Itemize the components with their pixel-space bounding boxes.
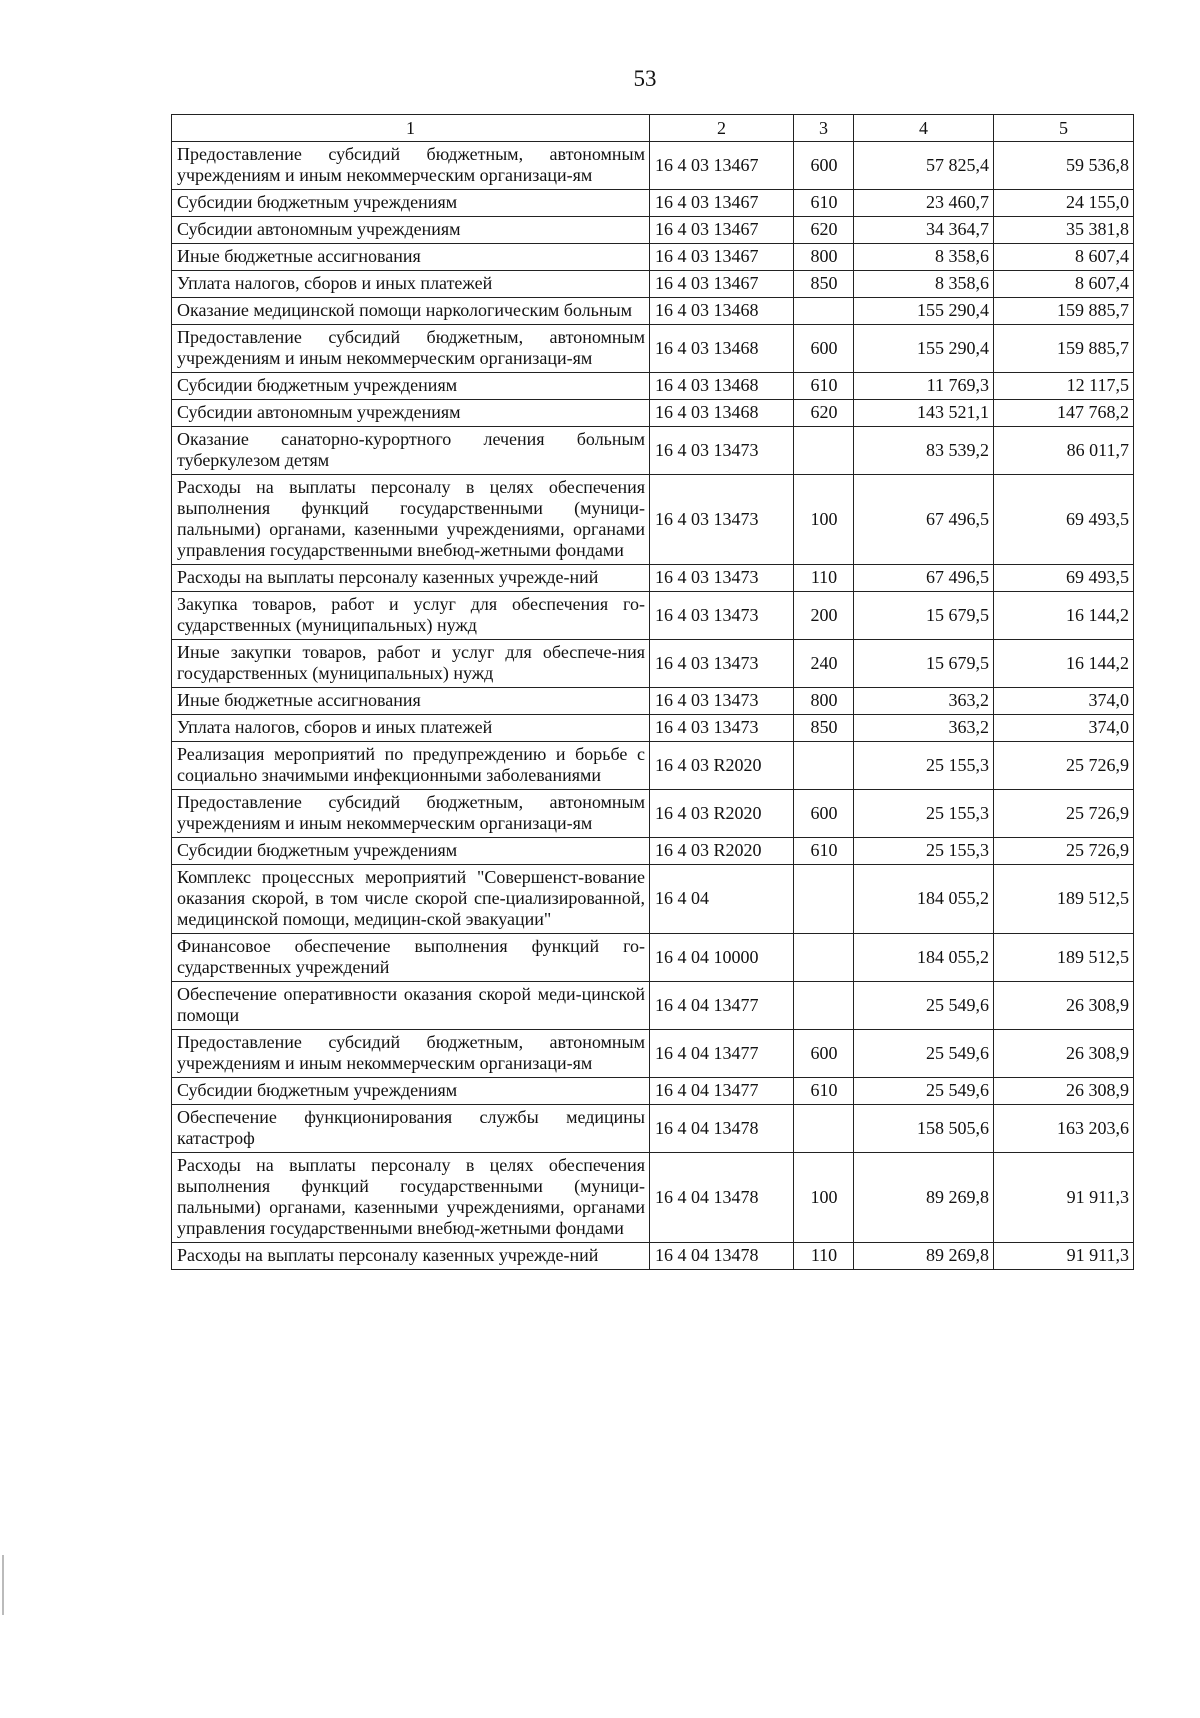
row-value-2-cell: 8 607,4	[994, 271, 1134, 298]
row-value-1-cell: 25 155,3	[854, 742, 994, 790]
row-code-cell: 16 4 03 13468	[650, 325, 794, 373]
table-row	[172, 271, 1134, 298]
row-value-1-cell: 363,2	[854, 688, 994, 715]
row-value-1-cell: 67 496,5	[854, 565, 994, 592]
row-value-2-cell: 26 308,9	[994, 1078, 1134, 1105]
row-name-cell: Обеспечение функционирования службы медицины катастроф	[172, 1105, 650, 1153]
row-code-cell: 16 4 03 13473	[650, 565, 794, 592]
row-value-1-cell: 158 505,6	[854, 1105, 994, 1153]
row-value-2-cell: 159 885,7	[994, 325, 1134, 373]
row-value-2-cell: 189 512,5	[994, 934, 1134, 982]
table-row	[172, 688, 1134, 715]
row-value-2-cell: 69 493,5	[994, 565, 1134, 592]
row-value-2-cell: 374,0	[994, 688, 1134, 715]
row-code-cell: 16 4 04	[650, 865, 794, 934]
row-name-cell: Субсидии автономным учреждениям	[172, 217, 650, 244]
row-name-cell: Предоставление субсидий бюджетным, автономным учреждениям и иным некоммерческим организаци-ям	[172, 325, 650, 373]
row-value-1-cell: 67 496,5	[854, 475, 994, 565]
row-type-cell: 620	[794, 217, 854, 244]
table-row	[172, 427, 1134, 475]
row-type-cell: 800	[794, 688, 854, 715]
row-type-cell: 800	[794, 244, 854, 271]
header-col-4: 4	[854, 115, 994, 142]
row-value-1-cell: 184 055,2	[854, 934, 994, 982]
row-code-cell: 16 4 04 13477	[650, 982, 794, 1030]
row-type-cell	[794, 427, 854, 475]
row-code-cell: 16 4 03 13473	[650, 640, 794, 688]
row-value-1-cell: 184 055,2	[854, 865, 994, 934]
row-type-cell: 600	[794, 325, 854, 373]
row-value-2-cell: 91 911,3	[994, 1243, 1134, 1270]
row-value-1-cell: 11 769,3	[854, 373, 994, 400]
row-type-cell	[794, 298, 854, 325]
row-type-cell	[794, 742, 854, 790]
row-value-1-cell: 155 290,4	[854, 298, 994, 325]
row-code-cell: 16 4 04 10000	[650, 934, 794, 982]
row-code-cell: 16 4 03 13468	[650, 298, 794, 325]
row-code-cell: 16 4 04 13478	[650, 1243, 794, 1270]
row-value-1-cell: 25 549,6	[854, 1030, 994, 1078]
row-value-1-cell: 8 358,6	[854, 244, 994, 271]
row-name-cell: Оказание санаторно-курортного лечения больным туберкулезом детям	[172, 427, 650, 475]
row-code-cell: 16 4 03 R2020	[650, 790, 794, 838]
row-value-2-cell: 25 726,9	[994, 838, 1134, 865]
row-name-cell: Уплата налогов, сборов и иных платежей	[172, 271, 650, 298]
header-col-2: 2	[650, 115, 794, 142]
row-name-cell: Расходы на выплаты персоналу казенных учрежде-ний	[172, 1243, 650, 1270]
table-row	[172, 1030, 1134, 1078]
row-code-cell: 16 4 03 13473	[650, 427, 794, 475]
row-name-cell: Оказание медицинской помощи наркологическим больным	[172, 298, 650, 325]
row-value-2-cell: 91 911,3	[994, 1153, 1134, 1243]
table-row	[172, 1078, 1134, 1105]
row-type-cell	[794, 1105, 854, 1153]
budget-table	[171, 114, 1134, 1270]
row-name-cell: Субсидии бюджетным учреждениям	[172, 190, 650, 217]
row-value-2-cell: 24 155,0	[994, 190, 1134, 217]
row-name-cell: Предоставление субсидий бюджетным, автономным учреждениям и иным некоммерческим организаци-ям	[172, 1030, 650, 1078]
row-code-cell: 16 4 03 13473	[650, 475, 794, 565]
table-row	[172, 592, 1134, 640]
row-type-cell	[794, 982, 854, 1030]
row-name-cell: Закупка товаров, работ и услуг для обеспечения го-сударственных (муниципальных) нужд	[172, 592, 650, 640]
table-row	[172, 1243, 1134, 1270]
table-row	[172, 640, 1134, 688]
row-type-cell: 200	[794, 592, 854, 640]
row-name-cell: Расходы на выплаты персоналу казенных учрежде-ний	[172, 565, 650, 592]
page-number: 53	[633, 66, 657, 91]
row-value-1-cell: 15 679,5	[854, 592, 994, 640]
table-row	[172, 1153, 1134, 1243]
row-value-1-cell: 89 269,8	[854, 1153, 994, 1243]
table-row	[172, 565, 1134, 592]
row-code-cell: 16 4 03 13473	[650, 715, 794, 742]
table-row	[172, 298, 1134, 325]
header-row	[172, 115, 1134, 142]
table-row	[172, 1105, 1134, 1153]
table-row	[172, 742, 1134, 790]
row-type-cell	[794, 934, 854, 982]
row-value-1-cell: 25 155,3	[854, 838, 994, 865]
row-value-2-cell: 163 203,6	[994, 1105, 1134, 1153]
row-value-2-cell: 16 144,2	[994, 592, 1134, 640]
row-value-1-cell: 15 679,5	[854, 640, 994, 688]
row-type-cell: 600	[794, 142, 854, 190]
row-value-2-cell: 8 607,4	[994, 244, 1134, 271]
table-row	[172, 190, 1134, 217]
table-row	[172, 217, 1134, 244]
table-row	[172, 325, 1134, 373]
table-row	[172, 982, 1134, 1030]
row-value-2-cell: 59 536,8	[994, 142, 1134, 190]
header-col-1: 1	[172, 115, 650, 142]
row-code-cell: 16 4 03 R2020	[650, 838, 794, 865]
row-value-2-cell: 69 493,5	[994, 475, 1134, 565]
header-col-3: 3	[794, 115, 854, 142]
row-type-cell	[794, 865, 854, 934]
row-value-2-cell: 374,0	[994, 715, 1134, 742]
row-code-cell: 16 4 04 13478	[650, 1105, 794, 1153]
row-value-1-cell: 155 290,4	[854, 325, 994, 373]
row-code-cell: 16 4 03 13467	[650, 271, 794, 298]
row-type-cell: 610	[794, 190, 854, 217]
table-row	[172, 715, 1134, 742]
row-type-cell: 100	[794, 475, 854, 565]
row-name-cell: Финансовое обеспечение выполнения функций го-сударственных учреждений	[172, 934, 650, 982]
row-name-cell: Реализация мероприятий по предупреждению и борьбе с социально значимыми инфекционными заболеваниями	[172, 742, 650, 790]
row-value-2-cell: 159 885,7	[994, 298, 1134, 325]
table-row	[172, 838, 1134, 865]
row-value-1-cell: 57 825,4	[854, 142, 994, 190]
row-code-cell: 16 4 04 13478	[650, 1153, 794, 1243]
row-code-cell: 16 4 03 13468	[650, 400, 794, 427]
row-value-2-cell: 26 308,9	[994, 1030, 1134, 1078]
row-value-2-cell: 147 768,2	[994, 400, 1134, 427]
row-name-cell: Предоставление субсидий бюджетным, автономным учреждениям и иным некоммерческим организаци-ям	[172, 142, 650, 190]
row-type-cell: 240	[794, 640, 854, 688]
row-type-cell: 600	[794, 1030, 854, 1078]
row-value-2-cell: 25 726,9	[994, 790, 1134, 838]
row-type-cell: 610	[794, 1078, 854, 1105]
row-value-1-cell: 25 155,3	[854, 790, 994, 838]
row-value-1-cell: 25 549,6	[854, 982, 994, 1030]
row-value-1-cell: 25 549,6	[854, 1078, 994, 1105]
row-code-cell: 16 4 04 13477	[650, 1030, 794, 1078]
row-name-cell: Иные бюджетные ассигнования	[172, 244, 650, 271]
row-type-cell: 610	[794, 838, 854, 865]
row-value-1-cell: 83 539,2	[854, 427, 994, 475]
row-type-cell: 610	[794, 373, 854, 400]
row-value-2-cell: 189 512,5	[994, 865, 1134, 934]
row-type-cell: 620	[794, 400, 854, 427]
row-code-cell: 16 4 03 13467	[650, 142, 794, 190]
table-row	[172, 865, 1134, 934]
row-name-cell: Расходы на выплаты персоналу в целях обеспечения выполнения функций государственными (муници-пальными) органами, казенными учреждениями, органами управления государственными внебюд-жетными фондами	[172, 475, 650, 565]
row-name-cell: Расходы на выплаты персоналу в целях обеспечения выполнения функций государственными (муници-пальными) органами, казенными учреждениями, органами управления государственными внебюд-жетными фондами	[172, 1153, 650, 1243]
row-name-cell: Субсидии бюджетным учреждениям	[172, 1078, 650, 1105]
row-name-cell: Предоставление субсидий бюджетным, автономным учреждениям и иным некоммерческим организаци-ям	[172, 790, 650, 838]
row-type-cell: 850	[794, 271, 854, 298]
row-value-1-cell: 34 364,7	[854, 217, 994, 244]
row-value-2-cell: 86 011,7	[994, 427, 1134, 475]
row-value-1-cell: 8 358,6	[854, 271, 994, 298]
row-code-cell: 16 4 03 13467	[650, 217, 794, 244]
row-code-cell: 16 4 03 13468	[650, 373, 794, 400]
row-code-cell: 16 4 03 13473	[650, 688, 794, 715]
row-value-2-cell: 25 726,9	[994, 742, 1134, 790]
row-type-cell: 850	[794, 715, 854, 742]
row-name-cell: Комплекс процессных мероприятий "Совершенст-вование оказания скорой, в том числе скорой спе-циализированной, медицинской помощи, медицин-ской эвакуации"	[172, 865, 650, 934]
row-value-1-cell: 363,2	[854, 715, 994, 742]
table-row	[172, 142, 1134, 190]
row-name-cell: Иные закупки товаров, работ и услуг для обеспече-ния государственных (муниципальных) нужд	[172, 640, 650, 688]
row-code-cell: 16 4 03 13467	[650, 244, 794, 271]
table-row	[172, 475, 1134, 565]
table-row	[172, 400, 1134, 427]
row-name-cell: Субсидии автономным учреждениям	[172, 400, 650, 427]
binder-mark	[2, 1555, 4, 1615]
row-value-2-cell: 35 381,8	[994, 217, 1134, 244]
row-name-cell: Обеспечение оперативности оказания скорой меди-цинской помощи	[172, 982, 650, 1030]
row-name-cell: Иные бюджетные ассигнования	[172, 688, 650, 715]
row-name-cell: Субсидии бюджетным учреждениям	[172, 838, 650, 865]
row-value-1-cell: 89 269,8	[854, 1243, 994, 1270]
header-col-5: 5	[994, 115, 1134, 142]
table-body	[172, 142, 1134, 1270]
table-row	[172, 934, 1134, 982]
row-type-cell: 600	[794, 790, 854, 838]
row-value-1-cell: 143 521,1	[854, 400, 994, 427]
table-row	[172, 244, 1134, 271]
row-type-cell: 110	[794, 1243, 854, 1270]
row-type-cell: 100	[794, 1153, 854, 1243]
row-code-cell: 16 4 03 13467	[650, 190, 794, 217]
row-value-1-cell: 23 460,7	[854, 190, 994, 217]
row-value-2-cell: 26 308,9	[994, 982, 1134, 1030]
row-name-cell: Субсидии бюджетным учреждениям	[172, 373, 650, 400]
row-value-2-cell: 12 117,5	[994, 373, 1134, 400]
row-type-cell: 110	[794, 565, 854, 592]
row-value-2-cell: 16 144,2	[994, 640, 1134, 688]
row-code-cell: 16 4 04 13477	[650, 1078, 794, 1105]
row-name-cell: Уплата налогов, сборов и иных платежей	[172, 715, 650, 742]
table-row	[172, 790, 1134, 838]
row-code-cell: 16 4 03 R2020	[650, 742, 794, 790]
row-code-cell: 16 4 03 13473	[650, 592, 794, 640]
table-row	[172, 373, 1134, 400]
